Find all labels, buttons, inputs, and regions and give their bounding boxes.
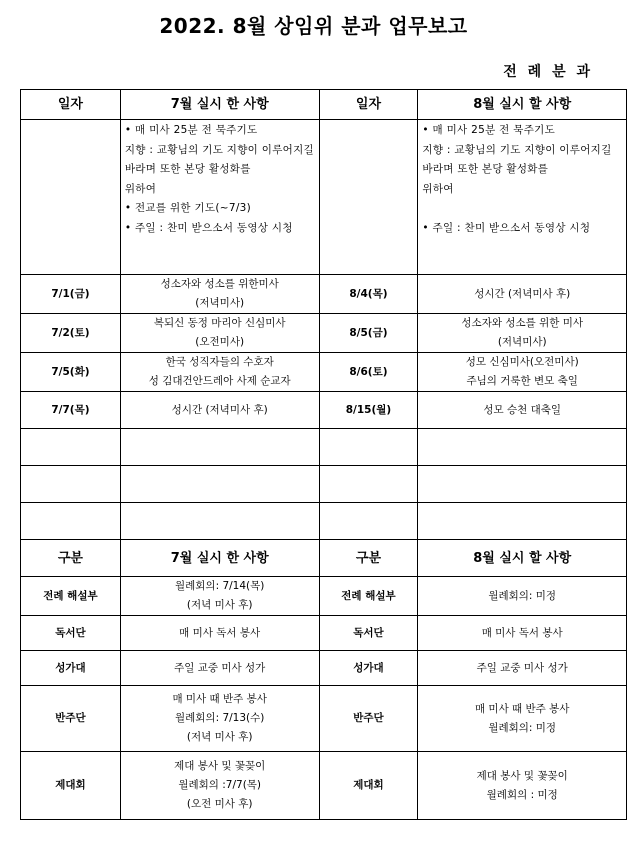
notes-july-line: • 주일 : 찬미 받으소서 동영상 시청 [124,221,293,234]
page-title: 2022. 8월 상임위 분과 업무보고 [159,14,468,38]
notes-row [21,120,627,275]
empty-cell [21,466,121,503]
july-activity-line: 한국 성직자들의 수호자 [165,356,274,368]
schedule-row [21,392,627,429]
july-activity [120,275,319,314]
july-date: 7/5(화) [21,353,121,392]
july-activity [120,392,319,429]
group-activity-july [120,752,319,820]
group-name: 제대회 [21,752,121,820]
header-date-august: 일자 [319,90,418,120]
notes-july-line: • 전교를 위한 기도(~7/3) [124,202,252,214]
group-activity-line: 월례회의 :7/7(목) [178,779,262,791]
notes-july-line: 위하여 [124,182,157,195]
august-date: 8/6(토) [319,353,418,392]
group-activity-line: 월례회의: 7/14(목) [175,580,265,592]
july-activity [120,314,319,353]
empty-cell [319,503,418,540]
header-date-july: 일자 [21,90,121,120]
empty-cell [120,466,319,503]
august-activity-line: 성시간 (저녁미사 후) [474,287,571,300]
group-name: 독서단 [319,616,418,651]
department-label: 전 례 분 과 [503,64,593,80]
header-july-activities: 7월 실시 한 사항 [120,90,319,120]
july-activity-line: 복되신 동정 마리아 신심미사 [153,317,286,329]
notes-july-line: 지향 : 교황님의 기도 지향이 이루어지길 바라며 또한 본당 활성화를 [124,143,314,175]
header-group-august: 구분 [319,540,418,577]
notes-july-line: • 매 미사 25분 전 묵주기도 [124,124,258,136]
group-activity-line: 월례회의: 미정 [488,721,557,734]
july-activity-line: 성 김대건안드레아 사제 순교자 [148,375,291,387]
header-august-plans: 8월 실시 할 사항 [418,540,627,577]
empty-cell [120,503,319,540]
group-row [21,616,627,651]
august-date: 8/5(금) [319,314,418,353]
group-activity-line: 월례회의 : 미정 [486,788,558,801]
group-activity-august [418,686,627,752]
august-activity-line: 주님의 거룩한 변모 축일 [466,375,578,387]
group-activity-line: 월례회의: 미정 [488,589,557,602]
empty-row [21,429,627,466]
group-name: 성가대 [319,651,418,686]
august-activity [418,353,627,392]
august-activity-line: (저녁미사) [497,336,547,348]
july-date: 7/2(토) [21,314,121,353]
group-activity-line: 월례회의: 7/13(수) [175,712,265,724]
header-group-july: 구분 [21,540,121,577]
group-activity-july [120,651,319,686]
empty-row [21,503,627,540]
header-july-activities: 7월 실시 한 사항 [120,540,319,577]
empty-cell [418,466,627,503]
group-name: 반주단 [319,686,418,752]
group-activity-line: 주일 교중 미사 성가 [174,661,266,674]
group-activity-line: 매 미사 때 반주 봉사 [172,693,267,705]
group-row [21,686,627,752]
group-name: 제대회 [319,752,418,820]
july-date: 7/7(목) [21,392,121,429]
july-activity-line: 성시간 (저녁미사 후) [171,403,268,416]
schedule-row [21,353,627,392]
empty-cell [21,429,121,466]
group-activity-line: 주일 교중 미사 성가 [476,661,568,674]
group-activity-july [120,577,319,616]
august-activity-line: 성소자와 성소를 위한 미사 [461,317,583,329]
group-activity-line: (오전 미사 후) [186,798,253,810]
notes-august-line: • 주일 : 찬미 받으소서 동영상 시청 [422,221,591,234]
july-activity-line: (오전미사) [195,336,245,348]
report-table [20,89,627,820]
group-activity-august [418,577,627,616]
empty-cell [418,503,627,540]
notes-august-line: 지향 : 교황님의 기도 지향이 이루어지길 바라며 또한 본당 활성화를 [422,143,612,175]
group-activity-line: 매 미사 독서 봉사 [179,626,261,639]
group-row [21,651,627,686]
table1-header-row [21,90,627,120]
empty-row [21,466,627,503]
group-name: 전례 해설부 [319,577,418,616]
group-activity-line: 매 미사 때 반주 봉사 [474,702,570,715]
july-activity-line: 성소자와 성소를 위한미사 [160,278,279,290]
group-row [21,752,627,820]
notes-august-line: 위하여 [422,182,454,195]
group-activity-august [418,651,627,686]
group-activity-line: 제대 봉사 및 꽃꽂이 [174,760,266,772]
august-activity [418,314,627,353]
header-august-plans: 8월 실시 할 사항 [418,90,627,120]
empty-cell [21,503,121,540]
july-date: 7/1(금) [21,275,121,314]
august-activity [418,275,627,314]
notes-august-line: • 매 미사 25분 전 묵주기도 [422,124,556,136]
group-activity-july [120,686,319,752]
table2-header-row [21,540,627,577]
schedule-row [21,275,627,314]
group-activity-line: (저녁 미사 후) [186,731,253,743]
group-name: 반주단 [21,686,121,752]
group-name: 독서단 [21,616,121,651]
august-date: 8/4(목) [319,275,418,314]
august-date: 8/15(월) [319,392,418,429]
notes-august-line [422,199,622,219]
august-activity-line: 성모 신심미사(오전미사) [465,356,579,368]
group-activity-august [418,752,627,820]
group-row [21,577,627,616]
notes-august [418,120,627,275]
notes-date-empty [319,120,418,275]
july-activity [120,353,319,392]
group-activity-july [120,616,319,651]
july-activity-line: (저녁미사) [195,297,245,309]
empty-cell [319,466,418,503]
august-activity-line: 성모 승천 대축일 [483,403,562,416]
group-activity-august [418,616,627,651]
group-activity-line: 매 미사 독서 봉사 [481,626,563,639]
august-activity [418,392,627,429]
empty-cell [120,429,319,466]
group-activity-line: (저녁 미사 후) [186,599,253,611]
group-activity-line: 제대 봉사 및 꽃꽂이 [476,769,568,782]
empty-cell [319,429,418,466]
notes-date-empty [21,120,121,275]
empty-cell [418,429,627,466]
notes-july [120,120,319,275]
schedule-row [21,314,627,353]
group-name: 성가대 [21,651,121,686]
group-name: 전례 해설부 [21,577,121,616]
